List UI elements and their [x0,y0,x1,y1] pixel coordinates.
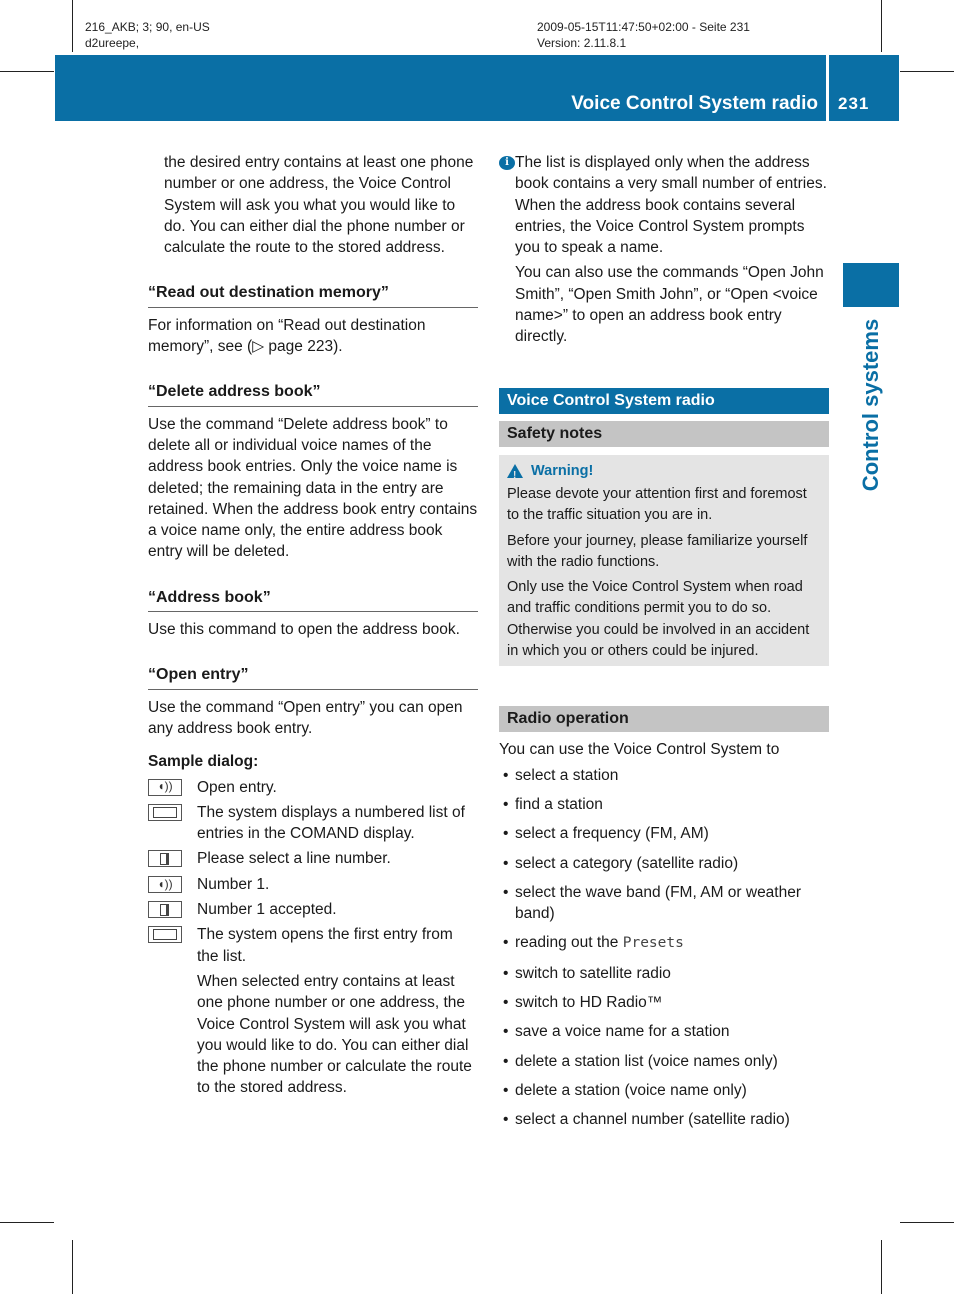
list-item: • select a frequency (FM, AM) [499,823,829,844]
page-title: Voice Control System radio [571,93,818,114]
right-column [499,152,829,1139]
crop-mark [900,1222,954,1223]
list-item: • save a voice name for a station [499,1021,829,1042]
display-screen-icon [148,926,182,943]
crop-mark [881,0,882,52]
dialog-text: Please select a line number. [197,850,391,868]
crop-mark [881,1240,882,1294]
warning-paragraph: Please devote your attention first and foremost to the traffic situation you are in. [507,485,807,524]
print-meta-line: 2009-05-15T11:47:50+02:00 - Seite 231 [537,20,750,34]
crop-mark [72,0,73,52]
page-number: 231 [838,94,870,113]
print-meta-line: 216_AKB; 3; 90, en-US [85,20,210,34]
dialog-row [148,802,478,845]
display-screen-icon [148,804,182,821]
list-item: • select a category (satellite radio) [499,853,829,874]
warning-paragraph: Before your journey, please familiarize yourself with the radio functions. [507,532,808,570]
left-column [148,152,478,1099]
print-meta-left [85,19,210,51]
warning-icon [507,464,523,478]
chapter-tab [843,263,899,307]
print-meta-line: d2ureepe, [85,36,140,50]
dialog-continuation: When selected entry contains at least one phone number or one address, the Voice Control System will ask you what you would like to do. You can either dial the phone number or calculate the route to the stored address. [197,972,472,1097]
info-note [499,152,829,348]
list-item: • delete a station (voice name only) [499,1080,829,1101]
speaker-icon [148,850,182,867]
chapter-label: Control systems [858,318,883,492]
print-meta-right [537,19,750,51]
dialog-text: The system displays a numbered list of entries in the COMAND display. [197,803,465,843]
info-icon: i [499,156,515,170]
dialog-row [148,899,478,920]
dialog-row [148,924,478,967]
section-heading: “Read out destination memory” [148,282,478,307]
radio-command-list [499,765,829,1131]
list-item [499,932,829,954]
section-body: Use this command to open the address book. [148,621,460,639]
section-heading: “Delete address book” [148,381,478,406]
user-speech-icon: ◖)) [148,876,182,893]
warning-paragraph: Only use the Voice Control System when road and traffic conditions permit you to do so. Otherwise you could be involved in an accident in which you or others could be injured. [507,579,810,660]
dialog-text: Open entry. [197,778,277,796]
intro-paragraph: the desired entry contains at least one phone number or one address, the Voice Control System will ask you what you would like to do. You can either dial the phone number or calculate the route to the stored address. [164,154,474,257]
list-item: • switch to HD Radio™ [499,992,829,1013]
subsection-title-safety: Safety notes [499,421,829,447]
section-body: Use the command “Open entry” you can open any address book entry. [148,698,463,737]
warning-label: Warning! [531,462,594,479]
user-speech-icon: ◖)) [148,779,182,796]
dialog-text: The system opens the first entry from the list. [197,926,453,965]
section-title: Voice Control System radio [499,388,829,414]
section-body: Use the command “Delete address book” to delete all or individual voice names of the address book entries. Only the voice name is deleted; the remaining data in the entry are retained. When the address book entry contains a voice name only, the entire address book entry will be deleted. [148,415,478,561]
body-text: For information on “Read out destination memory”, see (▷ page 223). [148,316,426,356]
subsection-title-radio: Radio operation [499,706,829,732]
sample-dialog-label: Sample dialog: [148,753,259,771]
list-item: • select a station [499,765,829,786]
info-paragraph: You can also use the commands “Open John Smith”, “Open Smith John”, or “Open <voice name>” to open an address book entry directly. [515,264,824,346]
list-item: • find a station [499,794,829,815]
list-item: • switch to satellite radio [499,963,829,984]
dialog-row [148,874,478,895]
dialog-row [148,848,478,869]
list-item: • select a channel number (satellite radio) [499,1109,829,1130]
warning-box [499,455,829,667]
list-item: • select the wave band (FM, AM or weather band) [499,882,829,925]
crop-mark [900,71,954,72]
list-item: • delete a station list (voice names only) [499,1051,829,1072]
crop-mark [72,1240,73,1294]
dialog-text: Number 1. [197,875,270,893]
print-meta-line: Version: 2.11.8.1 [537,36,627,50]
info-paragraph: The list is displayed only when the address book contains a very small number of entries. When the address book contains several entries, the Voice Control System prompts you to speak a name. [515,154,827,257]
crop-mark [0,1222,54,1223]
section-body [148,315,478,358]
radio-intro: You can use the Voice Control System to [499,741,780,759]
crop-mark [0,71,54,72]
section-heading: “Open entry” [148,664,478,689]
header-divider [826,55,829,121]
section-heading: “Address book” [148,587,478,612]
speaker-icon [148,901,182,918]
list-item-text: reading out the [515,934,619,952]
dialog-row [148,777,478,798]
dialog-text: Number 1 accepted. [197,901,337,919]
presets-label: Presets [622,935,684,952]
